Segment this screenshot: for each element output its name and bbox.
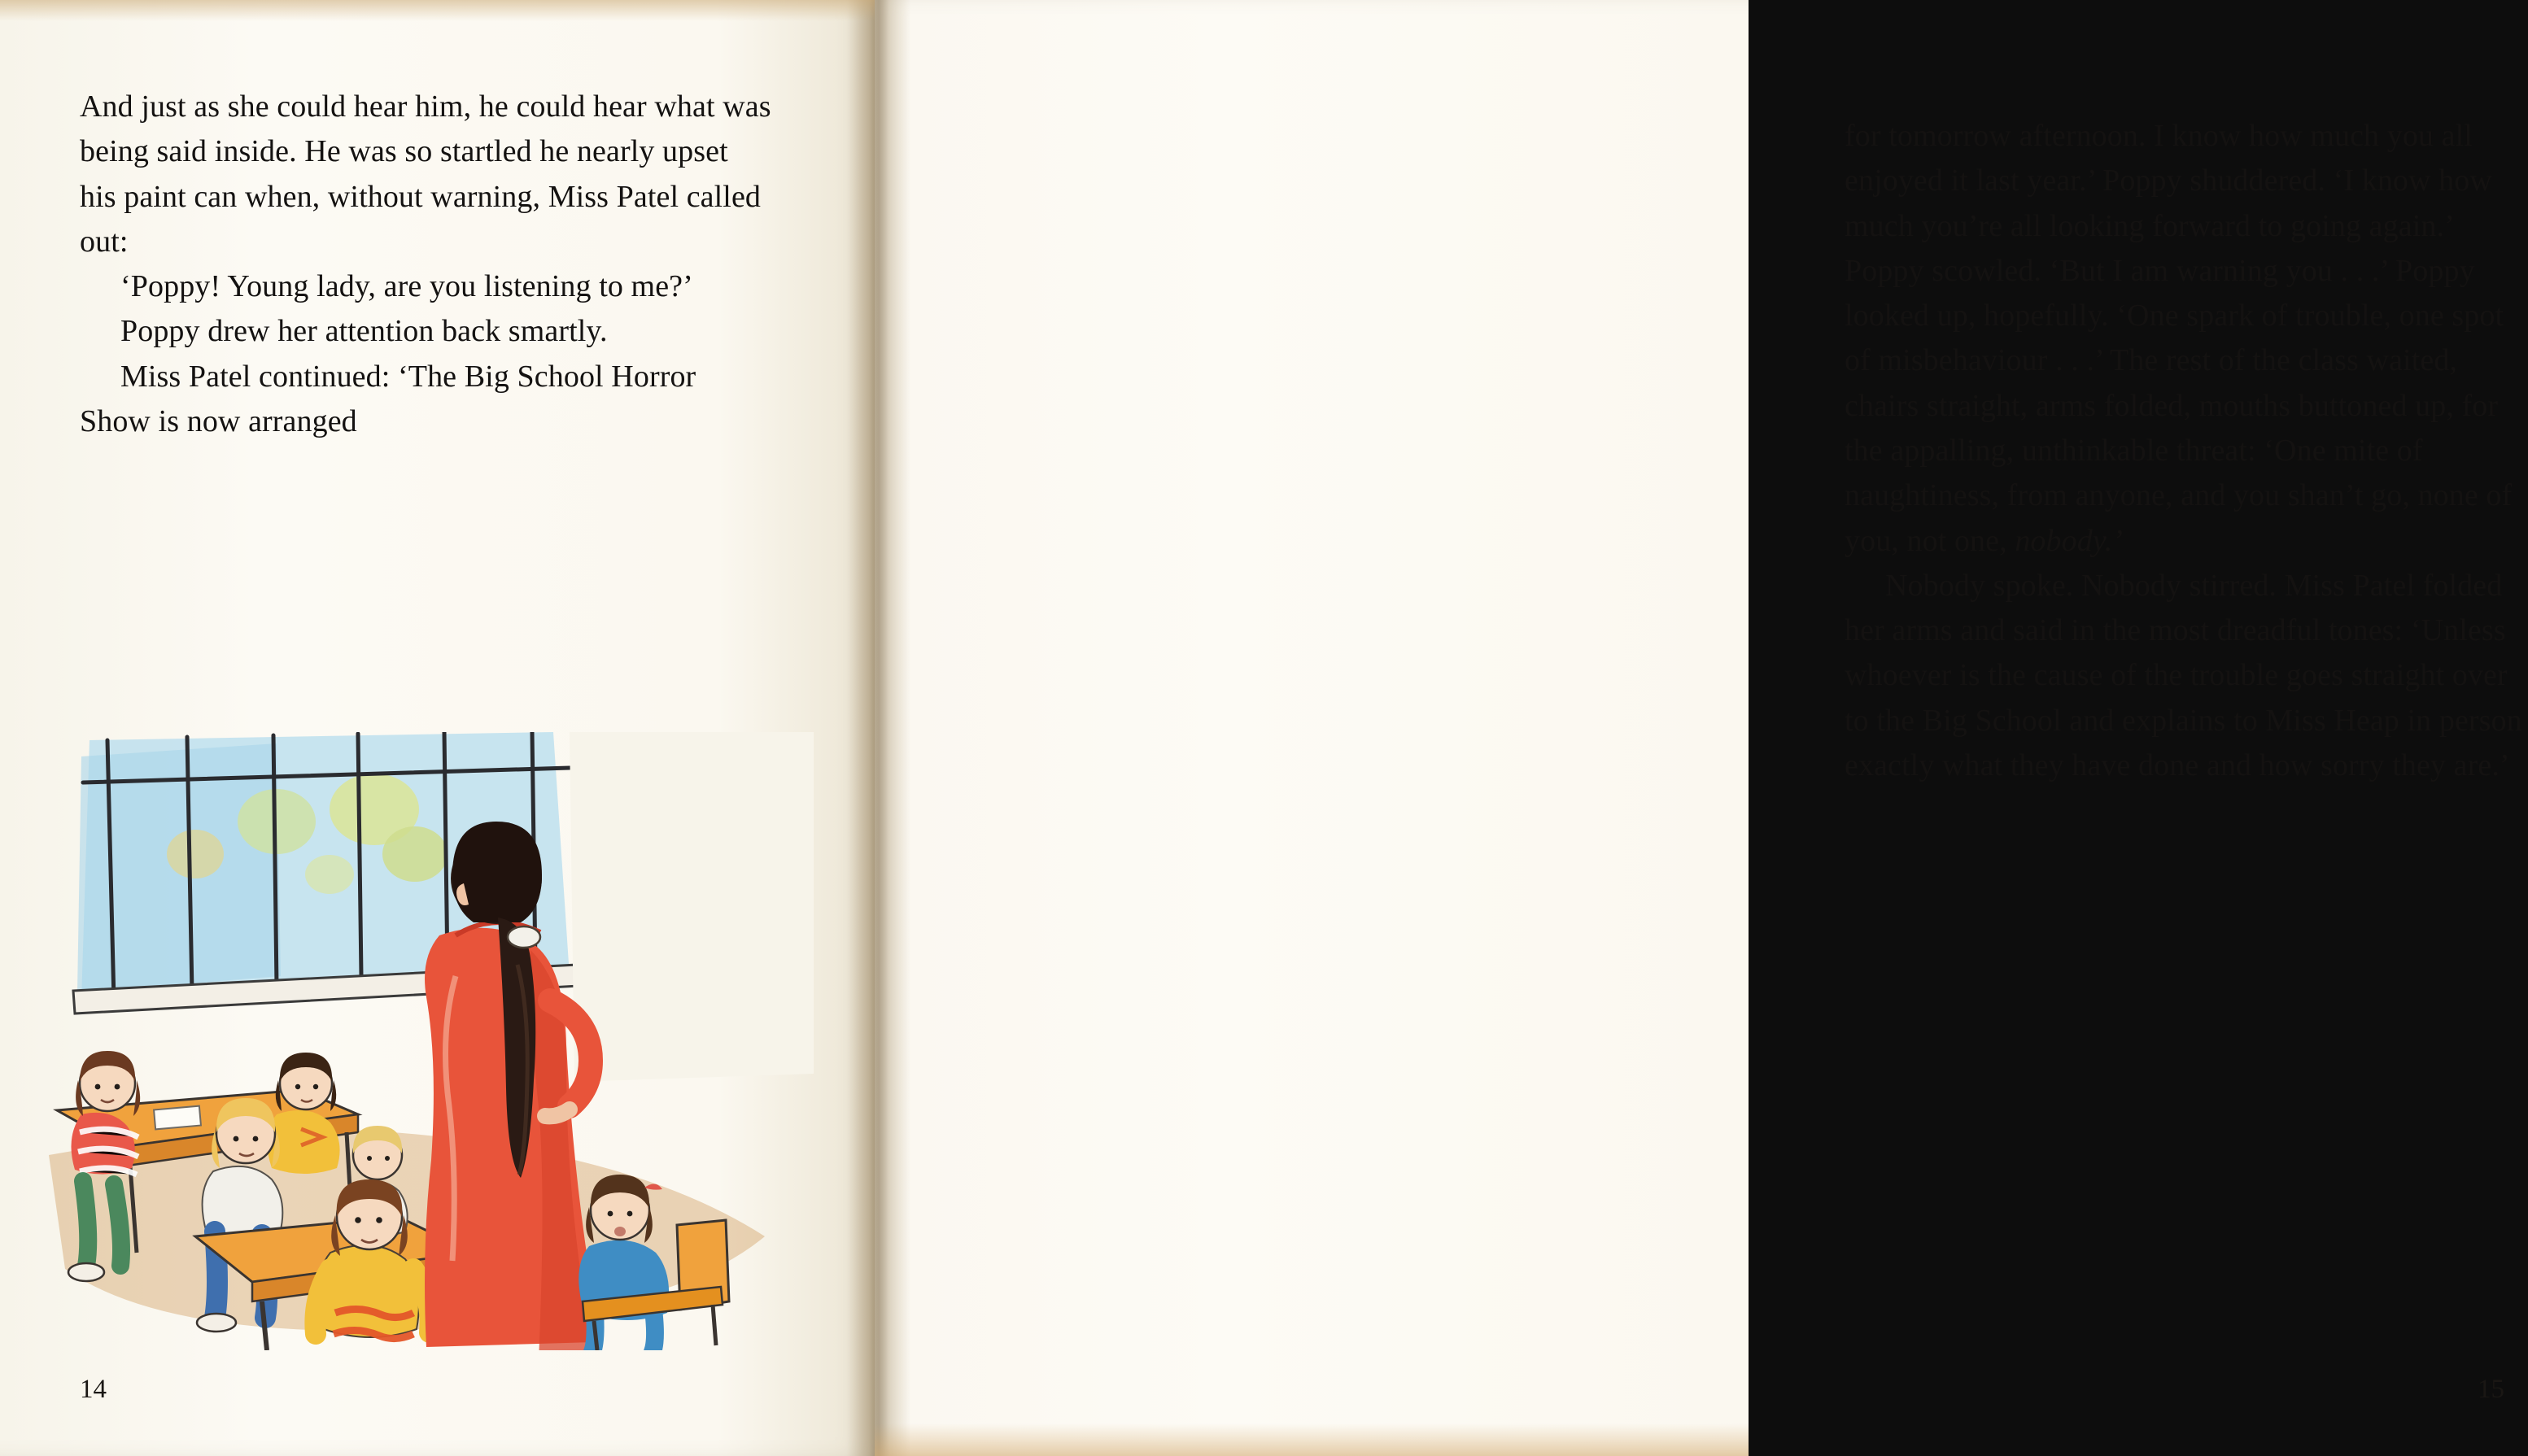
paragraph: Poppy drew her attention back smartly. (120, 314, 608, 349)
paragraph: ‘Poppy! Young lady, are you listening to me?’ (120, 269, 693, 304)
paragraph-text: for tomorrow afternoon. I know how much you all enjoyed it last year.’ Poppy shuddered. ‘I know how much you’re all looking forward to going again.’ Poppy scowled. ‘But I am warning you . . .’ Poppy looked up, hopefully. ‘One spark of trouble, one spot of misbehaviour . . .’ The rest of the class waited, chairs straight, arms folded, mouths buttoned up, for the appalling, unthinkable threat: ‘One mite of naughtiness, from anyone, and you shan’t go, none of you, not one, (1845, 119, 2513, 558)
left-page-text (80, 85, 771, 444)
paragraph-italic: nobody.’ (2015, 523, 2124, 558)
right-page (875, 0, 2522, 1456)
paragraph: Miss Patel continued: ‘The Big School Horror Show is now arranged (80, 359, 696, 438)
right-page-text (1845, 114, 2528, 788)
paragraph: And just as she could hear him, he could hear what was being said inside. He was so startled he nearly upset his paint can when, without warning, Miss Patel called out: (80, 89, 771, 259)
paragraph (1845, 114, 2528, 564)
page-number-left: 14 (80, 1375, 107, 1404)
page-number-right: 15 (2478, 1375, 2504, 1404)
left-page (0, 0, 875, 1456)
paragraph: Nobody spoke. Nobody stirred. Miss Patel folded her arms and said in the most dreadful tones: ‘Unless whoever is the cause of the trouble goes straight over to the Big School and explains to Miss Heap in person exactly what they have done and how sorry they are.’ (1845, 568, 2522, 782)
classroom-illustration (33, 732, 814, 1350)
